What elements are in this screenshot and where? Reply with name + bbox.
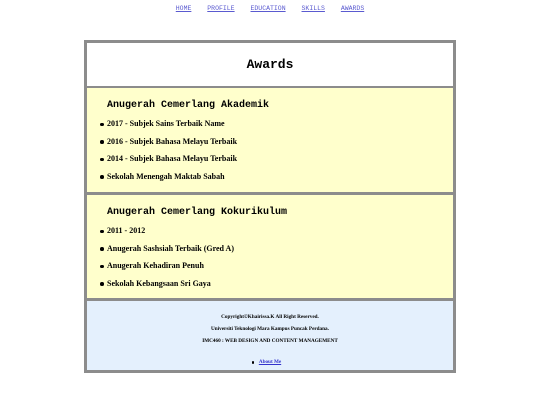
list-item: Anugerah Sashsiah Terbaik (Gred A) bbox=[107, 244, 453, 254]
list-item: Anugerah Kehadiran Penuh bbox=[107, 261, 453, 271]
nav-link-profile[interactable]: PROFILE bbox=[207, 5, 235, 12]
list-item: 2016 - Subjek Bahasa Melayu Terbaik bbox=[107, 137, 453, 147]
academic-awards-section bbox=[87, 88, 453, 192]
nav-link-awards[interactable]: AWARDS bbox=[340, 5, 365, 12]
nav-link-home[interactable]: HOME bbox=[175, 5, 192, 12]
top-navigation bbox=[0, 5, 540, 12]
content-frame bbox=[84, 40, 456, 373]
copyright-text: Copyright©Khairissa.K All Right Reserved. bbox=[221, 314, 319, 320]
list-item: 2017 - Subjek Sains Terbaik Name bbox=[107, 119, 453, 129]
about-me-link[interactable]: About Me bbox=[258, 359, 282, 365]
course-text: IMC460 : WEB DESIGN AND CONTENT MANAGEMENT bbox=[202, 338, 338, 344]
award-list bbox=[107, 119, 453, 182]
list-item: Sekolah Kebangsaan Sri Gaya bbox=[107, 279, 453, 289]
list-item: 2011 - 2012 bbox=[107, 226, 453, 236]
page-title: Awards bbox=[246, 57, 294, 72]
section-title: Anugerah Cemerlang Kokurikulum bbox=[107, 207, 288, 218]
nav-link-skills[interactable]: SKILLS bbox=[301, 5, 325, 12]
page-footer bbox=[87, 301, 453, 370]
list-item: Sekolah Menengah Maktab Sabah bbox=[107, 172, 453, 182]
nav-link-education[interactable]: EDUCATION bbox=[250, 5, 286, 12]
university-text: Universiti Teknologi Mara Kampus Puncak Perdana. bbox=[211, 326, 329, 332]
page-header bbox=[87, 43, 453, 86]
list-item: 2014 - Subjek Bahasa Melayu Terbaik bbox=[107, 154, 453, 164]
cocurricular-awards-section bbox=[87, 195, 453, 298]
award-list bbox=[107, 226, 453, 289]
section-title: Anugerah Cemerlang Akademik bbox=[107, 100, 270, 111]
